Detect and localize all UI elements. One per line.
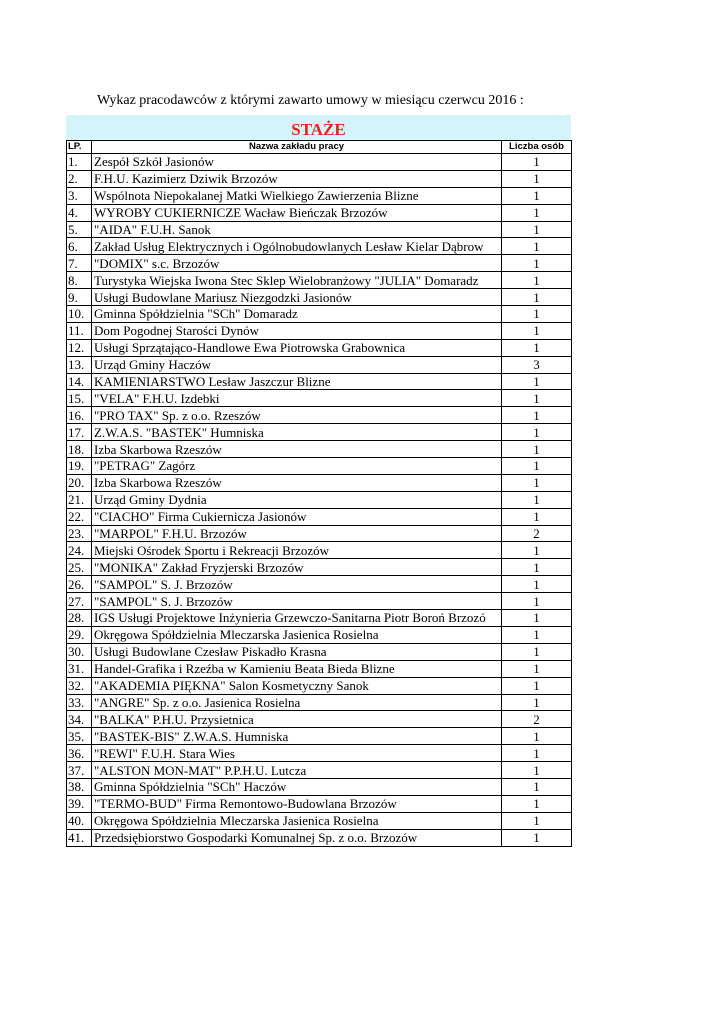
employer-name: Przedsiębiorstwo Gospodarki Komunalnej Sp. z o.o. Brzozów: [92, 829, 502, 846]
person-count: 1: [502, 474, 572, 491]
employer-name: Urząd Gminy Haczów: [92, 356, 502, 373]
row-number: 27.: [67, 593, 92, 610]
employer-name: Okręgowa Spółdzielnia Mleczarska Jasienica Rosielna: [92, 812, 502, 829]
person-count: 1: [502, 559, 572, 576]
table-row: [67, 424, 572, 441]
person-count: 1: [502, 187, 572, 204]
document-title: Wykaz pracodawców z którymi zawarto umowy w miesiącu czerwcu 2016 :: [97, 93, 524, 108]
row-number: 6.: [67, 238, 92, 255]
person-count: 1: [502, 829, 572, 846]
column-header-name: Nazwa zakładu pracy: [92, 141, 502, 154]
employer-name: "SAMPOL" S. J. Brzozów: [92, 593, 502, 610]
employer-name: Turystyka Wiejska Iwona Stec Sklep Wielobranżowy "JULIA" Domaradz: [92, 272, 502, 289]
person-count: 3: [502, 356, 572, 373]
person-count: 1: [502, 576, 572, 593]
row-number: 4.: [67, 204, 92, 221]
table-row: [67, 626, 572, 643]
person-count: 1: [502, 339, 572, 356]
table-row: [67, 441, 572, 458]
employer-name: Zespół Szkół Jasionów: [92, 154, 502, 171]
person-count: 1: [502, 255, 572, 272]
row-number: 5.: [67, 221, 92, 238]
row-number: 9.: [67, 289, 92, 306]
table-row: [67, 407, 572, 424]
person-count: 1: [502, 390, 572, 407]
row-number: 40.: [67, 812, 92, 829]
row-number: 28.: [67, 610, 92, 627]
row-number: 18.: [67, 441, 92, 458]
employer-name: "MONIKA" Zakład Fryzjerski Brzozów: [92, 559, 502, 576]
person-count: 1: [502, 373, 572, 390]
table-row: [67, 728, 572, 745]
row-number: 1.: [67, 154, 92, 171]
person-count: 1: [502, 795, 572, 812]
employer-name: "BASTEK-BIS" Z.W.A.S. Humniska: [92, 728, 502, 745]
row-number: 14.: [67, 373, 92, 390]
person-count: 1: [502, 407, 572, 424]
table-row: [67, 170, 572, 187]
person-count: 2: [502, 711, 572, 728]
row-number: 11.: [67, 322, 92, 339]
row-number: 31.: [67, 660, 92, 677]
person-count: 1: [502, 542, 572, 559]
row-number: 10.: [67, 306, 92, 323]
person-count: 1: [502, 289, 572, 306]
table-row: [67, 694, 572, 711]
person-count: 1: [502, 272, 572, 289]
employer-name: Izba Skarbowa Rzeszów: [92, 474, 502, 491]
employer-name: "DOMIX" s.c. Brzozów: [92, 255, 502, 272]
row-number: 23.: [67, 525, 92, 542]
table-row: [67, 677, 572, 694]
employer-name: Dom Pogodnej Starości Dynów: [92, 322, 502, 339]
employer-name: Wspólnota Niepokalanej Matki Wielkiego Zawierzenia Blizne: [92, 187, 502, 204]
section-header-staze: [66, 115, 571, 140]
employer-name: "ANGRE" Sp. z o.o. Jasienica Rosielna: [92, 694, 502, 711]
table-row: [67, 458, 572, 475]
row-number: 39.: [67, 795, 92, 812]
table-row: [67, 255, 572, 272]
column-header-lp: LP.: [67, 141, 92, 154]
table-row: [67, 491, 572, 508]
row-number: 19.: [67, 458, 92, 475]
row-number: 2.: [67, 170, 92, 187]
person-count: 1: [502, 812, 572, 829]
row-number: 13.: [67, 356, 92, 373]
person-count: 1: [502, 643, 572, 660]
table-row: [67, 356, 572, 373]
row-number: 25.: [67, 559, 92, 576]
employers-table: [66, 140, 572, 847]
table-row: [67, 610, 572, 627]
table-row: [67, 390, 572, 407]
table-row: [67, 373, 572, 390]
column-header-count: Liczba osób: [502, 141, 572, 154]
employer-name: "MARPOL" F.H.U. Brzozów: [92, 525, 502, 542]
table-row: [67, 559, 572, 576]
row-number: 16.: [67, 407, 92, 424]
employer-name: Handel-Grafika i Rzeźba w Kamieniu Beata Bieda Blizne: [92, 660, 502, 677]
row-number: 21.: [67, 491, 92, 508]
person-count: 1: [502, 491, 572, 508]
employer-name: "PRO TAX" Sp. z o.o. Rzeszów: [92, 407, 502, 424]
person-count: 1: [502, 762, 572, 779]
person-count: 1: [502, 458, 572, 475]
table-row: [67, 593, 572, 610]
employer-name: "CIACHO" Firma Cukiernicza Jasionów: [92, 508, 502, 525]
employer-name: KAMIENIARSTWO Lesław Jaszczur Blizne: [92, 373, 502, 390]
person-count: 1: [502, 441, 572, 458]
person-count: 1: [502, 610, 572, 627]
employer-name: F.H.U. Kazimierz Dziwik Brzozów: [92, 170, 502, 187]
row-number: 33.: [67, 694, 92, 711]
person-count: 1: [502, 626, 572, 643]
employer-name: WYROBY CUKIERNICZE Wacław Bieńczak Brzozów: [92, 204, 502, 221]
employer-name: "AIDA" F.U.H. Sanok: [92, 221, 502, 238]
row-number: 30.: [67, 643, 92, 660]
person-count: 1: [502, 424, 572, 441]
employer-name: "PETRAG" Zagórz: [92, 458, 502, 475]
table-row: [67, 778, 572, 795]
row-number: 36.: [67, 745, 92, 762]
table-header-row: [67, 141, 572, 154]
row-number: 12.: [67, 339, 92, 356]
section-title: STAŻE: [291, 120, 346, 139]
table-row: [67, 289, 572, 306]
employer-name: "ALSTON MON-MAT" P.P.H.U. Lutcza: [92, 762, 502, 779]
table-row: [67, 238, 572, 255]
person-count: 2: [502, 525, 572, 542]
employer-name: "AKADEMIA PIĘKNA" Salon Kosmetyczny Sanok: [92, 677, 502, 694]
row-number: 24.: [67, 542, 92, 559]
row-number: 7.: [67, 255, 92, 272]
table-row: [67, 204, 572, 221]
person-count: 1: [502, 728, 572, 745]
table-row: [67, 474, 572, 491]
table-row: [67, 660, 572, 677]
row-number: 37.: [67, 762, 92, 779]
row-number: 3.: [67, 187, 92, 204]
row-number: 26.: [67, 576, 92, 593]
table-row: [67, 829, 572, 846]
row-number: 20.: [67, 474, 92, 491]
table-row: [67, 187, 572, 204]
row-number: 34.: [67, 711, 92, 728]
employer-name: Zakład Usług Elektrycznych i Ogólnobudowlanych Lesław Kielar Dąbrow: [92, 238, 502, 255]
table-row: [67, 221, 572, 238]
row-number: 29.: [67, 626, 92, 643]
table-row: [67, 576, 572, 593]
employer-name: Urząd Gminy Dydnia: [92, 491, 502, 508]
person-count: 1: [502, 306, 572, 323]
table-row: [67, 745, 572, 762]
table-row: [67, 795, 572, 812]
employer-name: "BALKA" P.H.U. Przysietnica: [92, 711, 502, 728]
row-number: 38.: [67, 778, 92, 795]
employer-name: Gminna Spółdzielnia "SCh" Haczów: [92, 778, 502, 795]
table-row: [67, 643, 572, 660]
employer-name: "SAMPOL" S. J. Brzozów: [92, 576, 502, 593]
row-number: 17.: [67, 424, 92, 441]
row-number: 35.: [67, 728, 92, 745]
table-row: [67, 525, 572, 542]
person-count: 1: [502, 170, 572, 187]
row-number: 41.: [67, 829, 92, 846]
person-count: 1: [502, 508, 572, 525]
employer-name: Okręgowa Spółdzielnia Mleczarska Jasienica Rosielna: [92, 626, 502, 643]
table-row: [67, 711, 572, 728]
table-row: [67, 339, 572, 356]
table-row: [67, 154, 572, 171]
person-count: 1: [502, 778, 572, 795]
person-count: 1: [502, 238, 572, 255]
employer-name: Gminna Spółdzielnia "SCh" Domaradz: [92, 306, 502, 323]
person-count: 1: [502, 745, 572, 762]
table-row: [67, 542, 572, 559]
person-count: 1: [502, 221, 572, 238]
table-row: [67, 322, 572, 339]
employer-name: Z.W.A.S. "BASTEK" Humniska: [92, 424, 502, 441]
employer-name: IGS Usługi Projektowe Inżynieria Grzewczo-Sanitarna Piotr Boroń Brzozó: [92, 610, 502, 627]
person-count: 1: [502, 204, 572, 221]
person-count: 1: [502, 322, 572, 339]
table-row: [67, 508, 572, 525]
person-count: 1: [502, 593, 572, 610]
row-number: 15.: [67, 390, 92, 407]
employer-name: "VELA" F.H.U. Izdebki: [92, 390, 502, 407]
employer-name: Usługi Sprzątająco-Handlowe Ewa Piotrowska Grabownica: [92, 339, 502, 356]
person-count: 1: [502, 677, 572, 694]
employer-name: "TERMO-BUD" Firma Remontowo-Budowlana Brzozów: [92, 795, 502, 812]
person-count: 1: [502, 660, 572, 677]
row-number: 32.: [67, 677, 92, 694]
person-count: 1: [502, 154, 572, 171]
row-number: 8.: [67, 272, 92, 289]
table-row: [67, 306, 572, 323]
table-row: [67, 812, 572, 829]
employer-name: "REWI" F.U.H. Stara Wies: [92, 745, 502, 762]
table-row: [67, 762, 572, 779]
table-row: [67, 272, 572, 289]
person-count: 1: [502, 694, 572, 711]
employer-name: Usługi Budowlane Czesław Piskadło Krasna: [92, 643, 502, 660]
employer-name: Miejski Ośrodek Sportu i Rekreacji Brzozów: [92, 542, 502, 559]
employer-name: Izba Skarbowa Rzeszów: [92, 441, 502, 458]
row-number: 22.: [67, 508, 92, 525]
employer-name: Usługi Budowlane Mariusz Niezgodzki Jasionów: [92, 289, 502, 306]
